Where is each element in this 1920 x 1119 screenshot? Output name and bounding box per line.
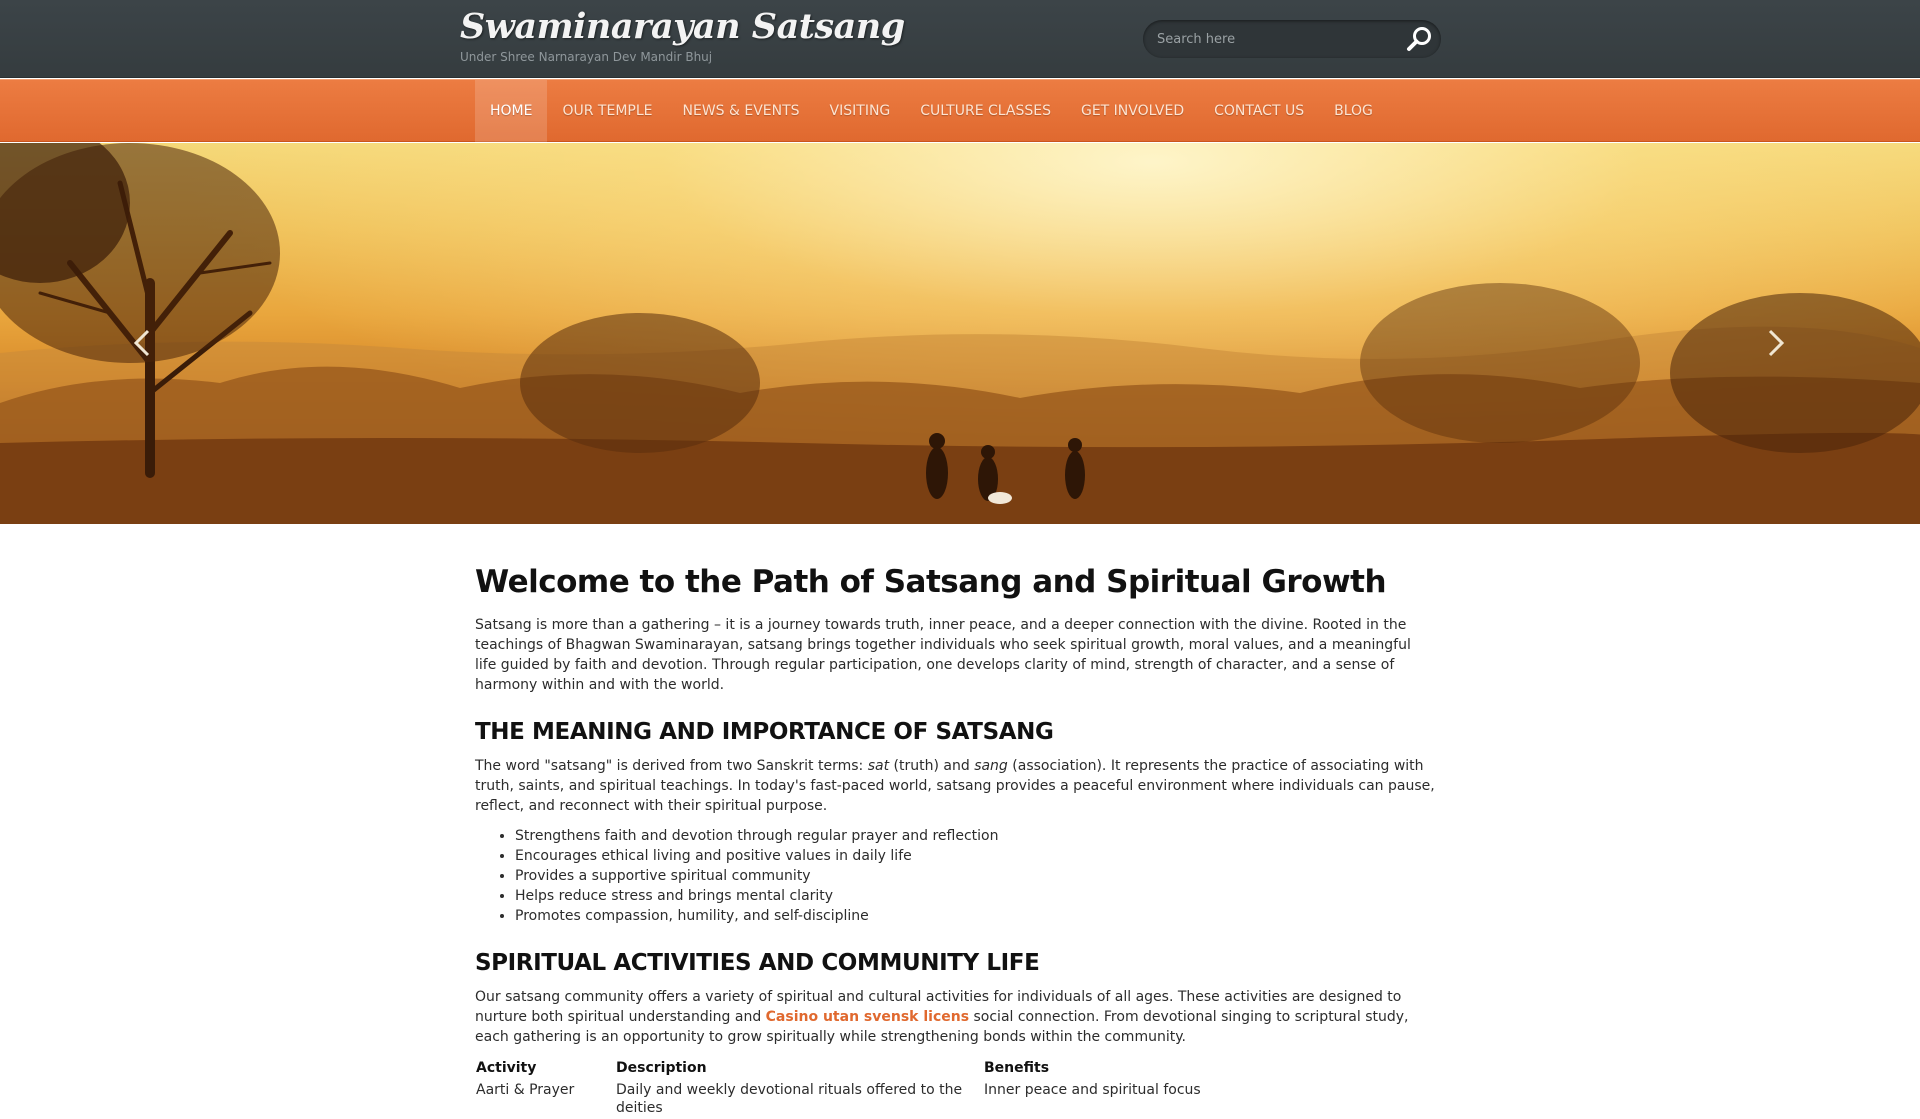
nav-item-our-temple[interactable]: OUR TEMPLE [562,103,653,119]
meaning-text-3: (association). It represents the practice of associating with truth, saints, and spiritual teachings. In today's fast-paced world, satsang provides a peaceful environment where individuals can pause, reflect, and reconnect with their spiritual purpose. [475,758,1435,814]
site-title[interactable]: Swaminarayan Satsang [460,6,905,47]
meaning-paragraph [475,756,1435,816]
activities-text-1: Our satsang community offers a variety of spiritual and cultural activities for individuals of all ages. These activities are designed to nurture both spiritual understanding and [475,989,1402,1025]
benefits-list [475,826,1435,926]
nav-item-contact-us[interactable]: CONTACT US [1214,103,1305,119]
table-cell: Aarti & Prayer [476,1082,575,1098]
main-navbar [0,79,1920,142]
meaning-text-2: (truth) and [889,758,975,774]
term-sang: sang [974,758,1008,774]
intro-paragraph: Satsang is more than a gathering – it is a journey towards truth, inner peace, and a deeper connection with the divine. Rooted in the teachings of Bhagwan Swaminarayan, satsang brings together individuals who seek spiritual growth, moral values, and a meaningful life guided by faith and devotion. Through regular participation, one develops clarity of mind, strength of character, and a sense of harmony within and with the world. [475,617,1411,693]
main-content [475,558,1435,1119]
site-header [0,0,1920,78]
activities-paragraph [475,987,1435,1047]
nav-item-get-involved[interactable]: GET INVOLVED [1080,103,1185,119]
table-cell: Inner peace and spiritual focus [984,1082,1201,1098]
site-tagline: Under Shree Narnarayan Dev Mandir Bhuj [460,50,713,64]
chevron-left-icon [128,323,158,363]
nav-item-blog[interactable]: BLOG [1334,103,1373,119]
casino-link[interactable]: Casino utan svensk licens [765,1009,970,1025]
nav-item-visiting[interactable]: VISITING [829,103,891,119]
list-item: • Strengthens faith and devotion through regular prayer and reflection [515,826,1435,846]
chevron-right-icon [1760,323,1790,363]
nav-item-culture-classes[interactable]: CULTURE CLASSES [920,103,1051,119]
main-nav [475,80,1388,143]
table-cell: Daily and weekly devotional rituals offered to the deities [616,1082,963,1116]
search-icon [1403,23,1435,55]
column-header-activity: Activity [476,1060,537,1076]
nav-item-home[interactable]: HOME [475,80,547,143]
section-heading-activities: SPIRITUAL ACTIVITIES AND COMMUNITY LIFE [475,950,1040,976]
list-item: • Provides a supportive spiritual community [515,866,1435,886]
column-header-description: Description [616,1060,707,1076]
list-item: • Encourages ethical living and positive values in daily life [515,846,1435,866]
table-row [475,1079,1283,1119]
site-brand[interactable] [460,4,905,64]
activities-text-2: social connection. From devotional singing to scriptural study, each gathering is an opportunity to grow spiritually while strengthening bonds within the community. [475,1009,1409,1045]
term-sat: sat [867,758,890,774]
slider-prev-button[interactable] [128,323,158,363]
search-input[interactable] [1157,20,1387,58]
activities-table [475,1057,1283,1119]
table-header-row [475,1057,1283,1079]
nav-item-news-events[interactable]: NEWS & EVENTS [682,103,800,119]
list-item: • Promotes compassion, humility, and self-discipline [515,906,1435,926]
column-header-benefits: Benefits [984,1060,1050,1076]
page-title: Welcome to the Path of Satsang and Spiritual Growth [475,564,1387,600]
hero-image [0,143,1920,524]
slider-next-button[interactable] [1760,323,1790,363]
section-heading-meaning: THE MEANING AND IMPORTANCE OF SATSANG [475,719,1054,745]
search-box [1143,20,1441,58]
search-button[interactable] [1403,23,1435,55]
list-item: • Helps reduce stress and brings mental clarity [515,886,1435,906]
meaning-text-1: The word "satsang" is derived from two Sanskrit terms: [475,758,868,774]
hero-slider [0,143,1920,524]
